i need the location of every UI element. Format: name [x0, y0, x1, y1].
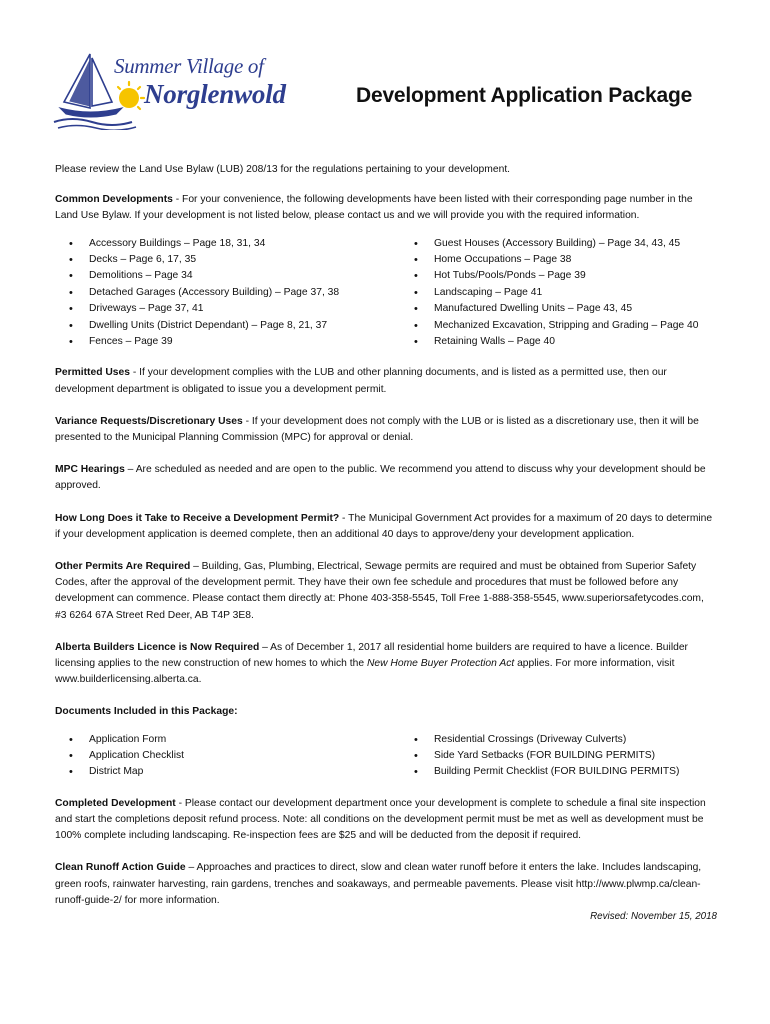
variance-text: - If your development does not comply with the LUB or is listed as a discretionary use, then it will be presented to the Municipal Planning Commission (MPC) for approval or denial. [55, 415, 699, 443]
list-item: • Application Form [69, 732, 414, 748]
logo-text-line2: Norglenwold [144, 79, 286, 109]
list-item: • Manufactured Dwelling Units – Page 43, 45 [414, 301, 717, 317]
list-item: • Demolitions – Page 34 [69, 268, 414, 284]
common-developments-paragraph [55, 192, 717, 224]
permitted-uses-text: - If your development complies with the LUB and other planning documents, and is listed as a permitted use, then our development department is obligated to issue you a development permit. [55, 367, 667, 395]
intro-paragraph: Please review the Land Use Bylaw (LUB) 208/13 for the regulations pertaining to your development. [55, 164, 511, 175]
documents-heading: Documents Included in this Package: [55, 706, 238, 718]
variance-paragraph [55, 414, 717, 446]
list-item: • Guest Houses (Accessory Building) – Page 34, 43, 45 [414, 236, 717, 252]
list-item: • Dwelling Units (District Dependant) – Page 8, 21, 37 [69, 318, 414, 334]
list-item: • Decks – Page 6, 17, 35 [69, 252, 414, 268]
builders-licence-text-1: – As of December 1, 2017 all residential home builders are required to have a licence. Builder licensing applies to the new construction of new homes to which the [55, 641, 688, 669]
builders-licence-heading: Alberta Builders Licence is Now Required [55, 641, 260, 653]
logo-text-line1: Summer Village of [114, 54, 264, 78]
mpc-hearings-paragraph [55, 462, 717, 494]
mpc-hearings-text: – Are scheduled as needed and are open to the public. We recommend you attend to discuss why your development should be approved. [55, 464, 706, 492]
clean-runoff-heading: Clean Runoff Action Guide [55, 862, 186, 874]
list-item: • Driveways – Page 37, 41 [69, 301, 414, 317]
common-developments-text: - For your convenience, the following developments have been listed with their corresponding page number in the Land Use Bylaw. If your development is not listed below, please contact us and we will provide you with the required information. [55, 194, 693, 222]
variance-heading: Variance Requests/Discretionary Uses [55, 415, 243, 427]
list-item: • Home Occupations – Page 38 [414, 252, 717, 268]
builders-licence-text-2: applies. For more information, visit www.builderlicensing.alberta.ca. [55, 657, 675, 686]
common-list-right [414, 236, 717, 351]
list-item: • Application Checklist [69, 748, 414, 764]
other-permits-paragraph [55, 559, 717, 624]
builders-licence-act-name: New Home Buyer Protection Act [366, 657, 515, 669]
list-item: • Side Yard Setbacks (FOR BUILDING PERMITS) [414, 748, 717, 764]
documents-list-left [55, 732, 414, 781]
clean-runoff-text: – Approaches and practices to direct, slow and clean water runoff before it enters the lake. Includes landscaping, green roofs, rainwater harvesting, rain gardens, trenches and soakaways, and permeable pavements. Please visit http://www.plwmp.ca/clean-runoff-guide-2/ for more information. [55, 862, 702, 906]
completed-development-heading: Completed Development [55, 797, 176, 809]
other-permits-text: – Building, Gas, Plumbing, Electrical, Sewage permits are required and must be obtained from Superior Safety Codes, after the approval of the development permit. They have their own fee schedule and procedures that must be followed before any development can commence. Please contact them directly at: Phone 403-358-5545, Toll Free 1-888-358-5545, www.superiorsafetycodes.com, #3 6264 67A Street Red Deer, AB T4P 3E8. [55, 560, 704, 621]
list-item: • Fences – Page 39 [69, 334, 414, 350]
how-long-heading: How Long Does it Take to Receive a Development Permit? [55, 512, 340, 524]
list-item: • Detached Garages (Accessory Building) – Page 37, 38 [69, 285, 414, 301]
document-body [55, 162, 717, 925]
list-item: • Building Permit Checklist (FOR BUILDING PERMITS) [414, 764, 717, 780]
common-developments-heading: Common Developments [55, 194, 173, 206]
list-item: • Mechanized Excavation, Stripping and Grading – Page 40 [414, 318, 717, 334]
how-long-text: - The Municipal Government Act provides for a maximum of 20 days to determine if your development application is deemed complete, then an additional 40 days to approve/deny your development application. [55, 512, 713, 540]
builders-licence-paragraph [55, 640, 717, 689]
how-long-paragraph [55, 511, 717, 543]
page-title: Development Application Package [356, 84, 693, 107]
permitted-uses-paragraph [55, 365, 717, 397]
clean-runoff-paragraph [55, 860, 717, 909]
common-list-left [55, 236, 414, 351]
common-developments-list [55, 236, 717, 351]
documents-list [55, 732, 717, 781]
list-item: • District Map [69, 764, 414, 780]
list-item: • Residential Crossings (Driveway Culverts) [414, 732, 717, 748]
sun-icon [118, 82, 144, 109]
documents-list-right [414, 732, 717, 781]
village-logo [52, 50, 284, 130]
list-item: • Retaining Walls – Page 40 [414, 334, 717, 350]
mpc-hearings-heading: MPC Hearings [55, 464, 125, 476]
list-item: • Hot Tubs/Pools/Ponds – Page 39 [414, 268, 717, 284]
revised-date: Revised: November 15, 2018 [590, 910, 717, 922]
other-permits-heading: Other Permits Are Required [55, 560, 191, 572]
completed-development-text: - Please contact our development department once your development is complete to schedule a final site inspection and start the completions deposit refund process. Note: all conditions on the development permit must be met as well as development must be 100% complete including landscaping. Re-inspection fees are $25 and will be deducted from the deposit if required. [55, 797, 706, 842]
list-item: • Landscaping – Page 41 [414, 285, 717, 301]
list-item: • Accessory Buildings – Page 18, 31, 34 [69, 236, 414, 252]
permitted-uses-heading: Permitted Uses [55, 367, 130, 379]
completed-development-paragraph [55, 796, 717, 845]
